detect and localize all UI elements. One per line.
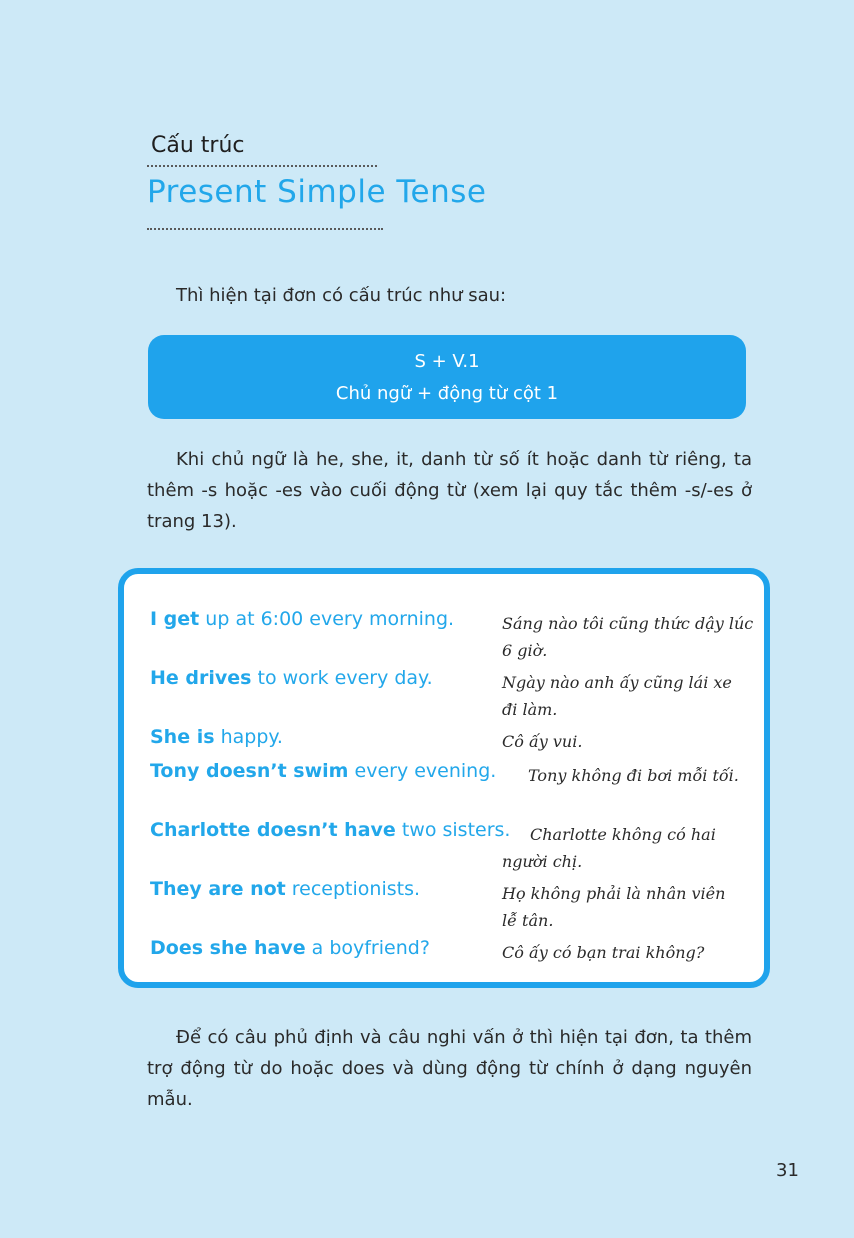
formula-box: [148, 335, 746, 419]
page-number: 31: [776, 1160, 799, 1181]
paragraph-1: [147, 444, 752, 537]
example-english-bold: Does she have: [150, 937, 306, 959]
example-english: [150, 819, 510, 841]
title-underline: [147, 228, 383, 230]
example-vietnamese: Họ không phải là nhân viên lễ tân.: [502, 884, 726, 930]
example-english-bold: Charlotte doesn’t have: [150, 819, 396, 841]
formula-line-1: S + V.1: [414, 351, 480, 372]
paragraph-2-text: Để có câu phủ định và câu nghi vấn ở thì hiện tại đơn, ta thêm trợ động từ do hoặc does và dùng động từ chính ở dạng nguyên mẫu.: [147, 1027, 752, 1110]
example-vietnamese: Tony không đi bơi mỗi tối.: [528, 766, 739, 785]
example-english: [150, 667, 433, 689]
example-english: [150, 878, 420, 900]
example-english-rest: happy.: [214, 726, 283, 748]
example-english-bold: Tony doesn’t swim: [150, 760, 349, 782]
intro-text: Thì hiện tại đơn có cấu trúc như sau:: [176, 285, 507, 306]
example-english-rest: up at 6:00 every morning.: [199, 608, 455, 630]
example-vietnamese: Charlotte không có hai người chị.: [502, 825, 716, 871]
examples-box: [118, 568, 770, 988]
example-vietnamese: Cô ấy vui.: [502, 732, 583, 751]
example-english: [150, 760, 496, 782]
example-english: [150, 726, 283, 748]
example-english-bold: He drives: [150, 667, 252, 689]
example-english-rest: receptionists.: [285, 878, 421, 900]
example-vietnamese: Ngày nào anh ấy cũng lái xe đi làm.: [502, 673, 732, 719]
example-english-rest: two sisters.: [395, 819, 511, 841]
kicker-underline: [147, 165, 377, 167]
example-english-bold: I get: [150, 608, 200, 630]
example-vietnamese: Sáng nào tôi cũng thức dậy lúc 6 giờ.: [502, 614, 754, 660]
example-english-bold: They are not: [150, 878, 286, 900]
example-english: [150, 608, 454, 630]
example-english-bold: She is: [150, 726, 215, 748]
example-english: [150, 937, 430, 959]
section-title: Present Simple Tense: [147, 174, 487, 210]
section-kicker: Cấu trúc: [151, 133, 245, 158]
example-english-rest: to work every day.: [251, 667, 433, 689]
example-english-rest: a boyfriend?: [305, 937, 430, 959]
example-vietnamese: Cô ấy có bạn trai không?: [502, 943, 705, 962]
example-english-rest: every evening.: [348, 760, 497, 782]
paragraph-2: [147, 1022, 752, 1115]
paragraph-1-text: Khi chủ ngữ là he, she, it, danh từ số ít hoặc danh từ riêng, ta thêm -s hoặc -es vào cuối động từ (xem lại quy tắc thêm -s/-es ở trang 13).: [147, 449, 752, 532]
formula-line-2: Chủ ngữ + động từ cột 1: [335, 383, 559, 404]
